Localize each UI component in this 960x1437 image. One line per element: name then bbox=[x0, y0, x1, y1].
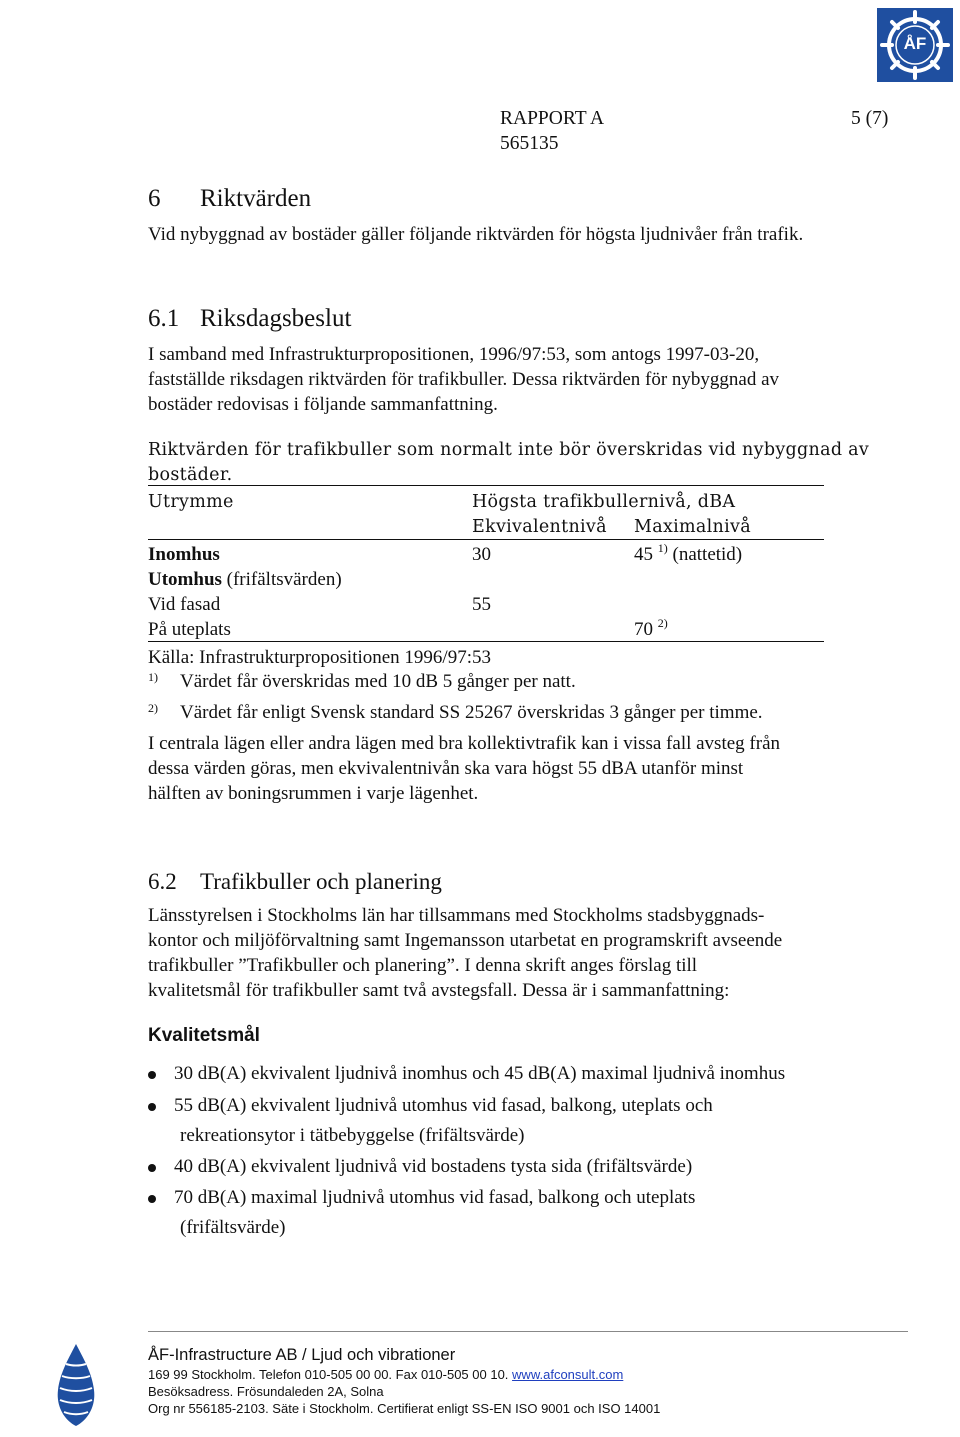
row-label: På uteplats bbox=[148, 619, 231, 640]
footer-contact: 169 99 Stockholm. Telefon 010-505 00 00. Fax 010-505 00 10. www.afconsult.com bbox=[148, 1367, 624, 1382]
central-para-line-2: dessa värden göras, men ekvivalentnivån ska vara högst 55 dBA utanför minst bbox=[148, 758, 744, 779]
section-6-1-line-1: I samband med Infrastrukturpropositionen, 1996/97:53, som antogs 1997-03-20, bbox=[148, 344, 760, 365]
central-para-line-1: I centrala lägen eller andra lägen med bra kollektivtrafik kan i vissa fall avsteg från bbox=[148, 733, 781, 754]
table-caption-line-2: bostäder. bbox=[148, 465, 233, 485]
table-header-space: Utrymme bbox=[148, 492, 234, 512]
table-row-vid-fasad bbox=[148, 592, 824, 617]
row-max: 70 $^{2)}$ bbox=[634, 616, 668, 640]
section-6-2-line-3: trafikbuller ”Trafikbuller och planering”. I denna skrift anges förslag till bbox=[148, 955, 698, 976]
footer-rule bbox=[148, 1331, 908, 1332]
footer-shell-logo bbox=[52, 1342, 100, 1428]
section-6-1-line-3: bostäder redovisas i följande sammanfattning. bbox=[148, 394, 498, 415]
footer-visit: Besöksadress. Frösundaleden 2A, Solna bbox=[148, 1384, 384, 1399]
report-number: 565135 bbox=[500, 133, 559, 154]
page-number: 5 (7) bbox=[851, 108, 889, 129]
section-6-2-line-4: kvalitetsmål för trafikbuller samt två avstegsfall. Dessa är i sammanfattning: bbox=[148, 980, 730, 1001]
bullet-icon bbox=[148, 1103, 156, 1111]
bullet-icon bbox=[148, 1195, 156, 1203]
row-equiv: 55 bbox=[472, 594, 491, 615]
af-logo bbox=[877, 8, 953, 82]
footer-org: Org nr 556185-2103. Säte i Stockholm. Certifierat enligt SS-EN ISO 9001 och ISO 14001 bbox=[148, 1401, 661, 1416]
section-6-1-line-2: fastställde riksdagen riktvärden för trafikbuller. Dessa riktvärden för nybyggnad av bbox=[148, 369, 780, 390]
footer-company: ÅF-Infrastructure AB / Ljud och vibrationer bbox=[148, 1346, 456, 1364]
table-caption-line-1: Riktvärden för trafikbuller som normalt inte bör överskridas vid nybyggnad av bbox=[148, 440, 870, 460]
note-marker: 2) bbox=[657, 616, 668, 630]
row-max: 45 $^{1)}$ (nattetid) bbox=[634, 541, 743, 565]
table-row-pa-uteplats bbox=[148, 617, 824, 642]
table-row-inomhus bbox=[148, 542, 824, 567]
note-marker: 1) bbox=[148, 670, 158, 684]
row-equiv: 30 bbox=[472, 544, 491, 565]
report-label: RAPPORT A bbox=[500, 108, 605, 129]
table-top-rule bbox=[148, 485, 824, 486]
section-6-1-heading bbox=[148, 304, 351, 334]
section-6-2-heading bbox=[148, 868, 442, 896]
section-title: Riktvärden bbox=[200, 185, 312, 212]
bullet-icon bbox=[148, 1164, 156, 1172]
row-label: Utomhus bbox=[148, 569, 222, 590]
section-title: Trafikbuller och planering bbox=[200, 869, 442, 894]
section-6-heading bbox=[148, 184, 311, 214]
section-number: 6.2 bbox=[148, 869, 177, 894]
section-number: 6.1 bbox=[148, 305, 180, 332]
central-para-line-3: hälften av boningsrummen i varje lägenhet. bbox=[148, 783, 479, 804]
note-marker: 2) bbox=[148, 701, 158, 715]
table-header-rule bbox=[148, 539, 824, 540]
row-label-suffix: (frifältsvärden) bbox=[226, 569, 342, 590]
section-6-2-line-1: Länsstyrelsen i Stockholms län har tillsammans med Stockholms stadsbyggnads- bbox=[148, 905, 765, 926]
section-title: Riksdagsbeslut bbox=[200, 305, 352, 332]
table-row-utomhus bbox=[148, 567, 824, 592]
section-number: 6 bbox=[148, 185, 161, 212]
kvalitetsmal-heading: Kvalitetsmål bbox=[148, 1025, 260, 1046]
table-source: Källa: Infrastrukturpropositionen 1996/97:53 bbox=[148, 647, 491, 668]
shell-icon bbox=[52, 1342, 100, 1428]
section-6-2-line-2: kontor och miljöförvaltning samt Ingemansson utarbetat en programskrift avseende bbox=[148, 930, 783, 951]
bullet-icon bbox=[148, 1071, 156, 1079]
table-bottom-rule bbox=[148, 641, 824, 642]
row-label: Vid fasad bbox=[148, 594, 221, 615]
af-logo-text: ÅF bbox=[903, 34, 927, 53]
section-6-intro: Vid nybyggnad av bostäder gäller följande riktvärden för högsta ljudnivåer från trafik. bbox=[148, 224, 804, 245]
row-label: Inomhus bbox=[148, 544, 220, 565]
table-header-level: Högsta trafikbullernivå, dBA bbox=[472, 492, 736, 512]
table-header-max: Maximalnivå bbox=[634, 517, 751, 537]
footer-website-link[interactable]: www.afconsult.com bbox=[512, 1367, 624, 1382]
note-marker: 1) bbox=[657, 541, 668, 555]
table-header-equiv: Ekvivalentnivå bbox=[472, 517, 607, 537]
